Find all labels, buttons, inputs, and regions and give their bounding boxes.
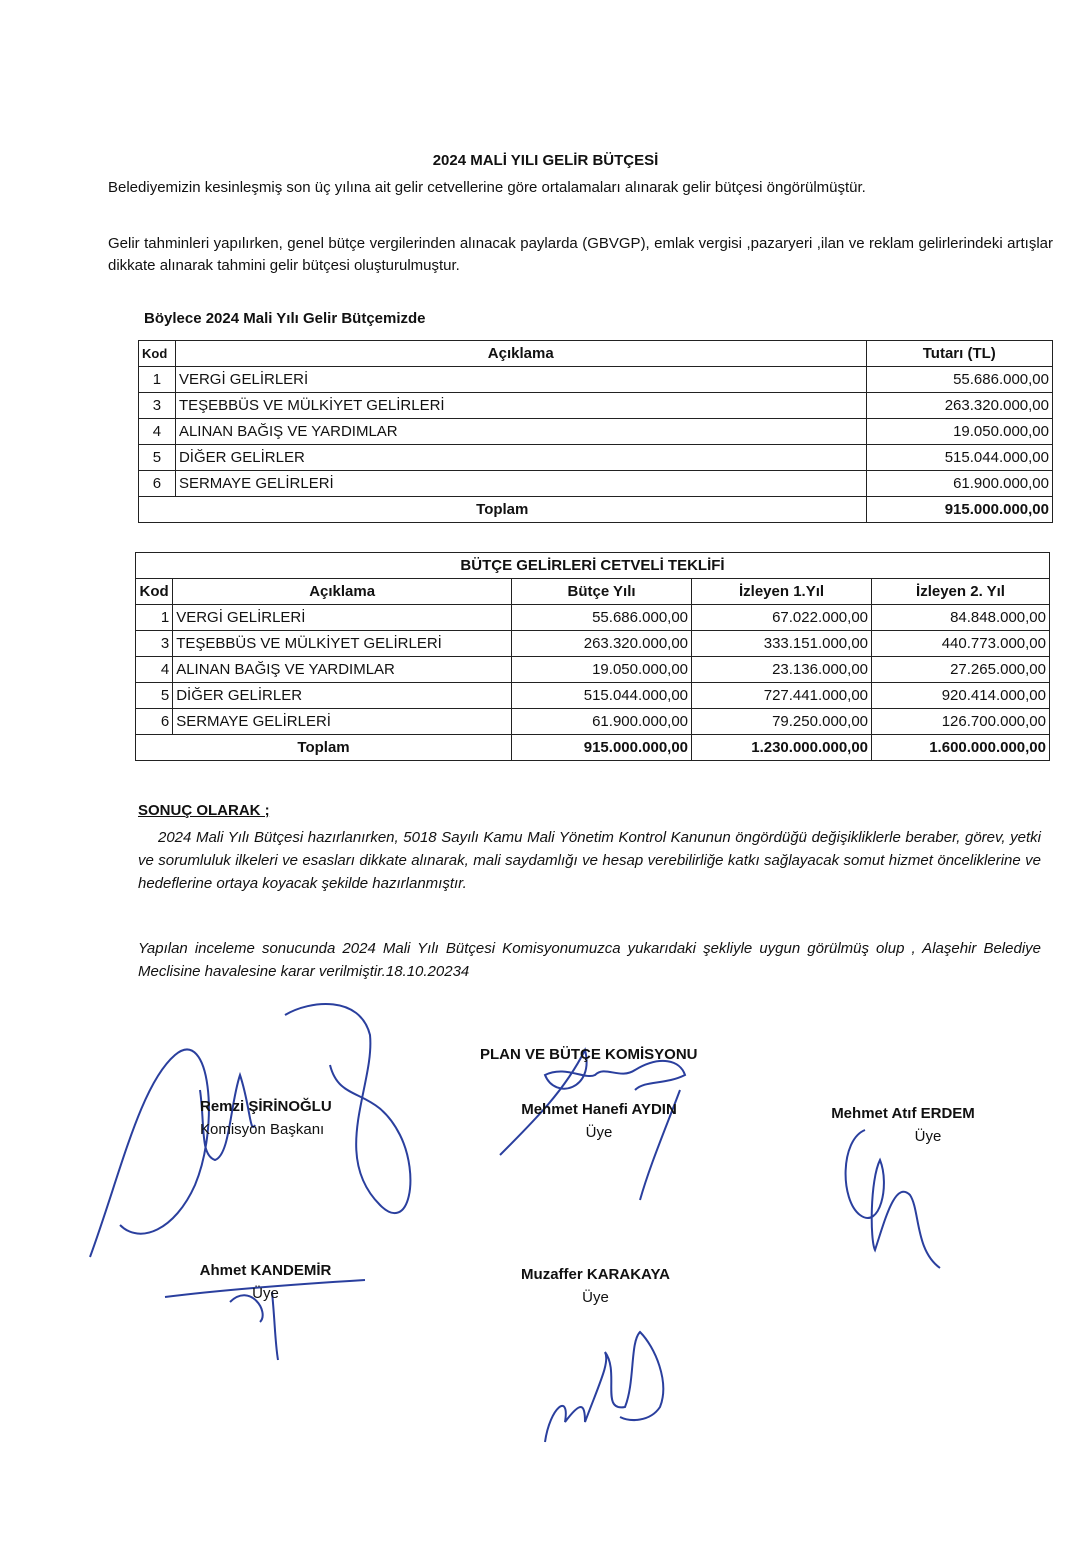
row-kod: 3	[136, 631, 173, 657]
signatory-aydin	[518, 1101, 680, 1141]
row-aciklama: TEŞEBBÜS VE MÜLKİYET GELİRLERİ	[175, 393, 866, 419]
table1-caption: Böylece 2024 Mali Yılı Gelir Bütçemizde	[144, 310, 426, 327]
row-izleyen-2: 126.700.000,00	[872, 709, 1050, 735]
commission-title: PLAN VE BÜTÇE KOMİSYONU	[480, 1046, 698, 1063]
col-header-aciklama: Açıklama	[175, 341, 866, 367]
row-aciklama: SERMAYE GELİRLERİ	[173, 709, 512, 735]
row-izleyen-1: 79.250.000,00	[692, 709, 872, 735]
row-butce-yili: 61.900.000,00	[512, 709, 692, 735]
table-header-row	[136, 579, 1050, 605]
row-kod: 3	[139, 393, 176, 419]
row-aciklama: ALINAN BAĞIŞ VE YARDIMLAR	[175, 419, 866, 445]
row-izleyen-2: 84.848.000,00	[872, 605, 1050, 631]
signature-scribble-karakaya	[540, 1322, 680, 1452]
col-header-butce-yili: Bütçe Yılı	[512, 579, 692, 605]
row-butce-yili: 263.320.000,00	[512, 631, 692, 657]
table-row	[139, 393, 1053, 419]
signatory-karakaya	[518, 1266, 673, 1306]
table-row	[139, 445, 1053, 471]
row-butce-yili: 19.050.000,00	[512, 657, 692, 683]
row-aciklama: SERMAYE GELİRLERİ	[175, 471, 866, 497]
signatory-erdem	[828, 1105, 978, 1145]
row-kod: 1	[139, 367, 176, 393]
row-kod: 4	[139, 419, 176, 445]
revenue-budget-table	[138, 340, 1053, 523]
signatory-role: Komisyon Başkanı	[200, 1121, 325, 1138]
row-aciklama: TEŞEBBÜS VE MÜLKİYET GELİRLERİ	[173, 631, 512, 657]
signatory-name: Ahmet KANDEMİR	[199, 1262, 332, 1279]
col-header-kod: Kod	[139, 341, 176, 367]
row-izleyen-2: 920.414.000,00	[872, 683, 1050, 709]
table-total-row	[139, 497, 1053, 523]
row-kod: 6	[136, 709, 173, 735]
total-butce-yili: 915.000.000,00	[512, 735, 692, 761]
row-aciklama: VERGİ GELİRLERİ	[173, 605, 512, 631]
table-row	[139, 367, 1053, 393]
signatory-sirinoglu	[200, 1098, 332, 1138]
row-aciklama: ALINAN BAĞIŞ VE YARDIMLAR	[173, 657, 512, 683]
signatory-name: Mehmet Hanefi AYDIN	[521, 1101, 677, 1118]
row-kod: 5	[136, 683, 173, 709]
document-title: 2024 MALİ YILI GELİR BÜTÇESİ	[432, 152, 659, 169]
row-tutar: 515.044.000,00	[866, 445, 1052, 471]
total-izleyen-1: 1.230.000.000,00	[692, 735, 872, 761]
table-row	[136, 683, 1050, 709]
signatory-role: Üye	[585, 1124, 613, 1141]
total-izleyen-2: 1.600.000.000,00	[872, 735, 1050, 761]
row-kod: 6	[139, 471, 176, 497]
row-izleyen-1: 23.136.000,00	[692, 657, 872, 683]
row-tutar: 263.320.000,00	[866, 393, 1052, 419]
table-row	[139, 419, 1053, 445]
signatory-role: Üye	[914, 1128, 942, 1145]
intro-paragraph: Belediyemizin kesinleşmiş son üç yılına ait gelir cetvellerine göre ortalamaları alınarak gelir bütçesi öngörülmüştür.	[108, 179, 866, 196]
row-kod: 1	[136, 605, 173, 631]
col-header-tutar: Tutarı (TL)	[866, 341, 1052, 367]
conclusion-paragraph: 2024 Mali Yılı Bütçesi hazırlanırken, 5018 Sayılı Kamu Mali Yönetim Kontrol Kanunun öngördüğü değişikliklerle beraber, görev, yetki ve sorumluluk ilkeleri ve esasları dikkate alınarak, mali saydamlığı ve hesap verebilirliğe katkı sağlayacak somut hizmet önceliklerine ve hedeflerine ortaya koyacak şekilde hazırlanmıştır.	[138, 829, 1041, 892]
row-aciklama: VERGİ GELİRLERİ	[175, 367, 866, 393]
col-header-kod: Kod	[136, 579, 173, 605]
col-header-izleyen-2: İzleyen 2. Yıl	[872, 579, 1050, 605]
table2-caption: BÜTÇE GELİRLERİ CETVELİ TEKLİFİ	[136, 553, 1050, 579]
row-kod: 4	[136, 657, 173, 683]
row-tutar: 55.686.000,00	[866, 367, 1052, 393]
table-row	[139, 471, 1053, 497]
row-aciklama: DİĞER GELİRLER	[175, 445, 866, 471]
signatory-kandemir	[198, 1262, 333, 1302]
revenue-proposal-table	[135, 552, 1050, 761]
row-aciklama: DİĞER GELİRLER	[173, 683, 512, 709]
row-izleyen-1: 727.441.000,00	[692, 683, 872, 709]
col-header-aciklama: Açıklama	[173, 579, 512, 605]
total-label: Toplam	[136, 735, 512, 761]
row-izleyen-2: 27.265.000,00	[872, 657, 1050, 683]
table-header-row	[139, 341, 1053, 367]
signatory-role: Üye	[582, 1289, 609, 1306]
signatory-name: Muzaffer KARAKAYA	[521, 1266, 670, 1283]
estimate-paragraph: Gelir tahminleri yapılırken, genel bütçe vergilerinden alınacak paylarda (GBVGP), emlak vergisi ,pazaryeri ,ilan ve reklam gelirlerindeki artışlar dikkate alınarak tahmini gelir bütçesi oluşturulmuştur.	[108, 235, 1053, 274]
row-izleyen-1: 333.151.000,00	[692, 631, 872, 657]
table-caption-row	[136, 553, 1050, 579]
row-butce-yili: 55.686.000,00	[512, 605, 692, 631]
signatory-role: Üye	[252, 1285, 279, 1302]
col-header-izleyen-1: İzleyen 1.Yıl	[692, 579, 872, 605]
row-izleyen-1: 67.022.000,00	[692, 605, 872, 631]
table-row	[136, 657, 1050, 683]
total-label: Toplam	[139, 497, 867, 523]
row-butce-yili: 515.044.000,00	[512, 683, 692, 709]
signatory-name: Remzi ŞİRİNOĞLU	[200, 1098, 332, 1115]
total-value: 915.000.000,00	[866, 497, 1052, 523]
row-kod: 5	[139, 445, 176, 471]
signatory-name: Mehmet Atıf ERDEM	[831, 1105, 975, 1122]
row-tutar: 19.050.000,00	[866, 419, 1052, 445]
table-row	[136, 605, 1050, 631]
row-tutar: 61.900.000,00	[866, 471, 1052, 497]
conclusion-heading: SONUÇ OLARAK ;	[138, 802, 270, 819]
row-izleyen-2: 440.773.000,00	[872, 631, 1050, 657]
table-row	[136, 709, 1050, 735]
table-total-row	[136, 735, 1050, 761]
decision-paragraph: Yapılan inceleme sonucunda 2024 Mali Yılı Bütçesi Komisyonumuzca yukarıdaki şekliyle uygun görülmüş olup , Alaşehir Belediye Meclisine havalesine karar verilmiştir.18.10.20234	[138, 940, 1041, 980]
table-row	[136, 631, 1050, 657]
